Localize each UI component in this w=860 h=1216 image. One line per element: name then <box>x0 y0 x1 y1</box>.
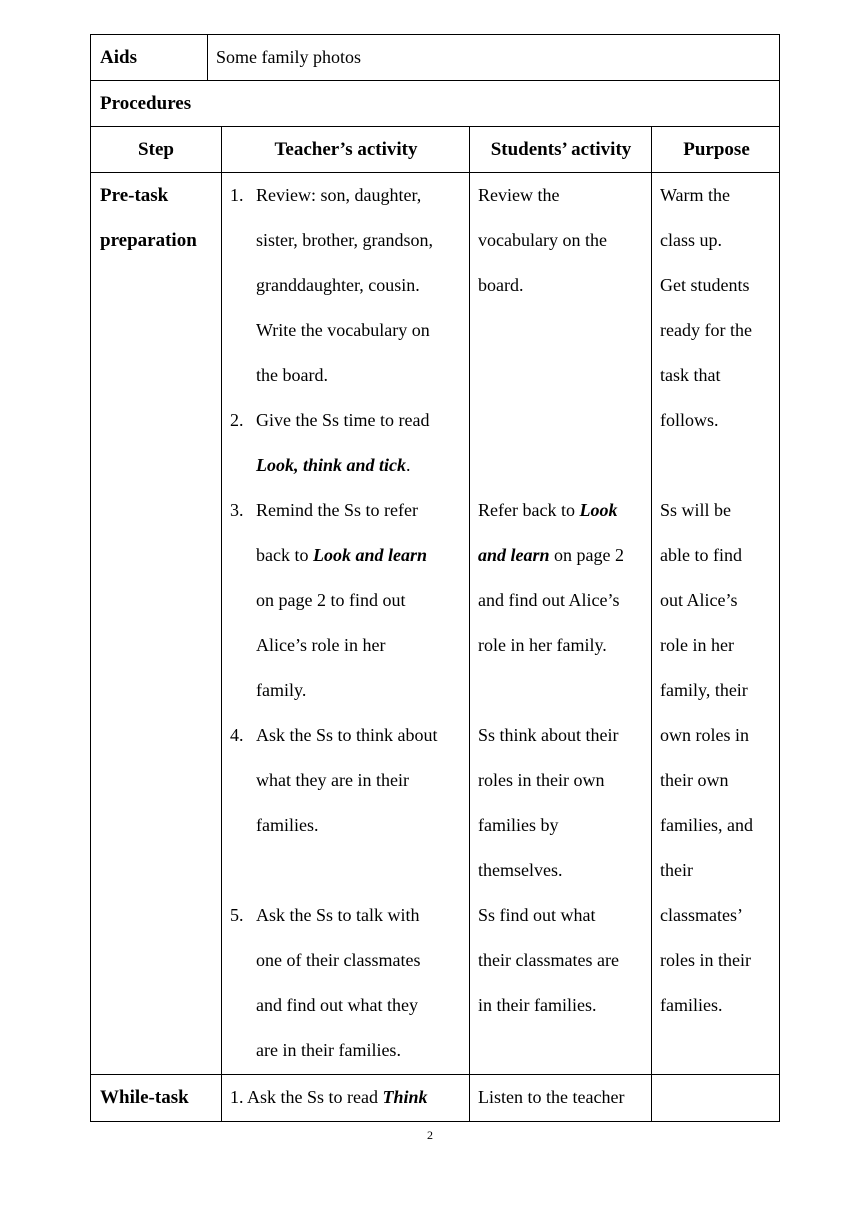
procedures-label: Procedures <box>100 93 192 114</box>
purpose-line: Warm the <box>660 185 731 205</box>
pretask-purpose-cell <box>651 173 779 1074</box>
whiletask-step: While-task <box>100 1087 189 1108</box>
students-line: Review the <box>478 185 560 205</box>
students-line <box>478 488 624 533</box>
purpose-line: class up. <box>660 230 722 250</box>
purpose-line: Ss will be <box>660 500 732 520</box>
teacher-item-3-line: Alice’s role in her <box>256 635 386 655</box>
teacher-item-5-line: are in their families. <box>256 1040 401 1060</box>
teacher-item-1-line: granddaughter, cousin. <box>256 275 420 295</box>
page-number: 2 <box>427 1128 433 1142</box>
whiletask-purpose-cell <box>651 1075 779 1121</box>
period: . <box>406 455 411 475</box>
teacher-item-2-line <box>256 443 429 488</box>
students-line: Ss find out what <box>478 905 596 925</box>
students-line: role in her family. <box>478 635 607 655</box>
teacher-item-1-line: sister, brother, grandson, <box>256 230 434 250</box>
purpose-line: classmates’ <box>660 905 743 925</box>
look-title: Look <box>579 500 618 520</box>
purpose-line: able to find <box>660 545 742 565</box>
purpose-line: families. <box>660 995 723 1015</box>
teacher-item-2-line: Give the Ss time to read <box>256 410 430 430</box>
aids-label: Aids <box>100 47 137 68</box>
purpose-line: roles in their <box>660 950 751 970</box>
whiletask-teacher-cell <box>221 1075 469 1121</box>
whiletask-students: Listen to the teacher <box>478 1087 625 1107</box>
procedures-row <box>90 80 780 126</box>
teacher-item-3-line: family. <box>256 680 307 700</box>
students-line: board. <box>478 275 524 295</box>
header-step-cell <box>91 127 221 172</box>
aids-value-cell <box>207 35 779 80</box>
look-and-learn-title: Look and learn <box>312 545 427 565</box>
teacher-item-5-line: one of their classmates <box>256 950 421 970</box>
purpose-line: their <box>660 860 693 880</box>
purpose-block-2 <box>660 488 753 1028</box>
students-block-1 <box>478 173 607 308</box>
teacher-item-1-line: Review: son, daughter, <box>256 185 422 205</box>
teacher-item-1-line: the board. <box>256 365 328 385</box>
text: Refer back to <box>478 500 580 520</box>
and-learn-title: and learn <box>478 545 550 565</box>
teacher-item-3 <box>256 488 427 713</box>
text: 1. Ask the Ss to read <box>230 1087 383 1107</box>
students-line: families by <box>478 815 559 835</box>
purpose-line: follows. <box>660 410 719 430</box>
students-line: vocabulary on the <box>478 230 607 250</box>
teacher-item-3-num: 3. <box>230 500 244 520</box>
pretask-row <box>90 172 780 1074</box>
teacher-item-3-line: Remind the Ss to refer <box>256 500 418 520</box>
students-block-2 <box>478 488 624 668</box>
header-teacher-cell <box>221 127 469 172</box>
purpose-line: family, their <box>660 680 748 700</box>
teacher-item-1 <box>256 173 433 398</box>
purpose-line: out Alice’s <box>660 590 738 610</box>
text: on page 2 <box>549 545 625 565</box>
header-step: Step <box>138 139 174 160</box>
text: back to <box>256 545 313 565</box>
teacher-item-5 <box>256 893 420 1073</box>
students-line: Ss think about their <box>478 725 619 745</box>
students-block-3 <box>478 713 619 893</box>
teacher-item-3-line: on page 2 to find out <box>256 590 406 610</box>
header-row <box>90 126 780 172</box>
pretask-teacher-cell <box>221 173 469 1074</box>
purpose-line: own roles in <box>660 725 749 745</box>
purpose-block-1 <box>660 173 752 443</box>
header-purpose: Purpose <box>683 139 750 160</box>
students-line: and find out Alice’s <box>478 590 620 610</box>
purpose-line: role in her <box>660 635 734 655</box>
whiletask-step-cell <box>91 1075 221 1121</box>
look-think-tick-title: Look, think and tick <box>256 455 407 475</box>
teacher-item-1-line: Write the vocabulary on <box>256 320 430 340</box>
teacher-item-1-num: 1. <box>230 185 244 205</box>
students-line <box>478 533 624 578</box>
header-students-cell <box>469 127 651 172</box>
purpose-line: families, and <box>660 815 753 835</box>
teacher-item-5-line: and find out what they <box>256 995 418 1015</box>
teacher-item-5-line: Ask the Ss to talk with <box>256 905 420 925</box>
header-purpose-cell <box>651 127 779 172</box>
teacher-item-4-num: 4. <box>230 725 244 745</box>
teacher-item-2-num: 2. <box>230 410 244 430</box>
header-students: Students’ activity <box>490 139 632 160</box>
whiletask-teacher <box>230 1075 428 1120</box>
students-line: their classmates are <box>478 950 619 970</box>
teacher-item-4-line: what they are in their <box>256 770 409 790</box>
teacher-item-5-num: 5. <box>230 905 244 925</box>
teacher-item-3-line <box>256 533 427 578</box>
aids-value: Some family photos <box>216 47 361 67</box>
pretask-step-cell <box>91 173 221 1074</box>
students-block-4 <box>478 893 619 1028</box>
think-title: Think <box>382 1087 428 1107</box>
header-teacher: Teacher’s activity <box>274 139 418 160</box>
teacher-item-2 <box>256 398 429 488</box>
whiletask-row <box>90 1074 780 1122</box>
whiletask-students-cell <box>469 1075 651 1121</box>
pretask-step-line2: preparation <box>100 230 197 251</box>
purpose-line: ready for the <box>660 320 752 340</box>
pretask-step-line1: Pre-task <box>100 185 169 206</box>
students-line: roles in their own <box>478 770 605 790</box>
aids-label-cell <box>91 35 207 80</box>
teacher-item-4-line: families. <box>256 815 319 835</box>
aids-row <box>90 34 780 80</box>
teacher-item-4 <box>256 713 438 848</box>
purpose-line: Get students <box>660 275 750 295</box>
pretask-students-cell <box>469 173 651 1074</box>
students-line: themselves. <box>478 860 563 880</box>
purpose-line: their own <box>660 770 729 790</box>
students-line: in their families. <box>478 995 597 1015</box>
purpose-line: task that <box>660 365 721 385</box>
teacher-item-4-line: Ask the Ss to think about <box>256 725 438 745</box>
